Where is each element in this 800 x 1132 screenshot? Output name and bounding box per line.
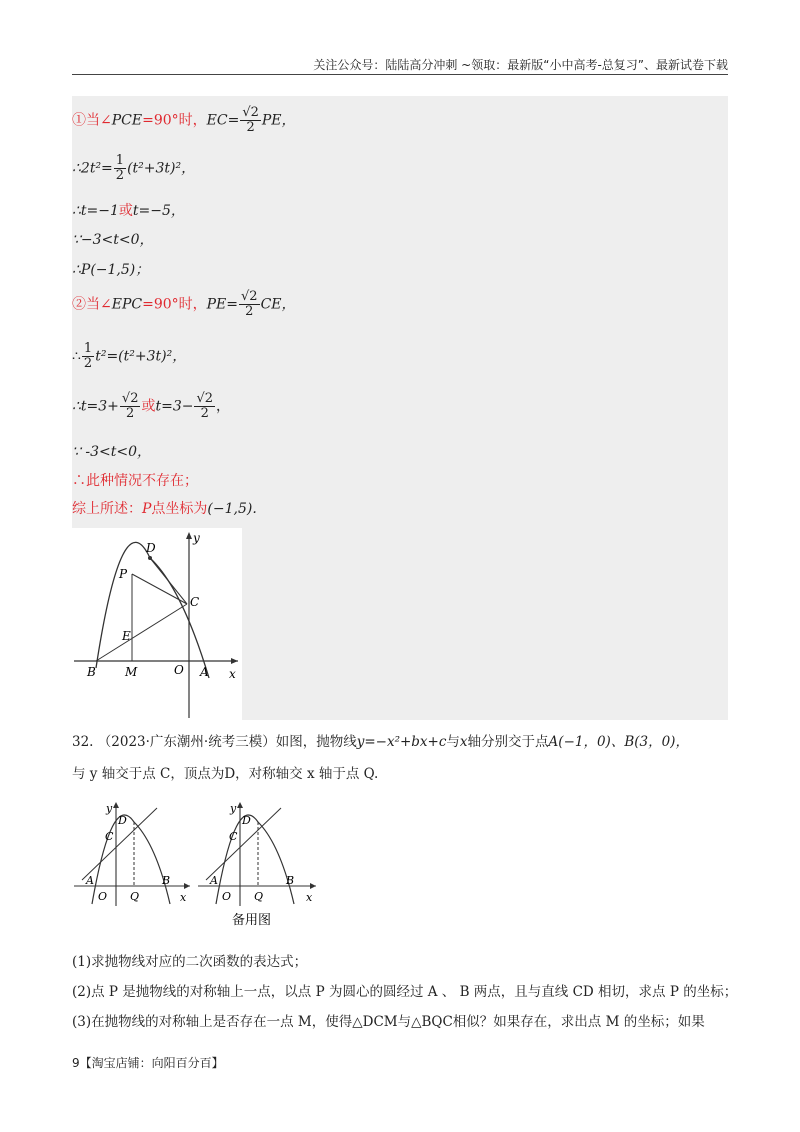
label-b: B <box>286 874 295 887</box>
label-o: O <box>222 890 232 903</box>
label-a: A <box>86 874 94 887</box>
solution-line-10: ∴此种情况不存在； <box>72 473 198 489</box>
y-axis-arrow <box>237 802 243 808</box>
x-axis-arrow <box>184 883 190 889</box>
solution-line-2: ∴2t²= $\frac{1}{2}$ (t²+3t)²， <box>72 153 196 183</box>
parabola-figure-1 <box>72 528 242 720</box>
fraction: $\frac{√2}{2}$ <box>121 391 139 421</box>
solution-line-9: ∵ -3<t<0， <box>72 444 151 460</box>
label-a: A <box>200 665 209 679</box>
fraction: $\frac{√2}{2}$ <box>196 391 214 421</box>
point-d <box>148 556 152 560</box>
solution-figure <box>72 528 242 720</box>
label-p: P <box>119 567 128 581</box>
figure-caption: 备用图 <box>232 913 272 928</box>
label-m: M <box>125 665 138 679</box>
parabola-curve <box>96 542 209 678</box>
label-x: x <box>306 891 313 904</box>
parabola-figure-2 <box>72 800 192 908</box>
question-3: (3)在抛物线的对称轴上是否存在一点 M，使得△DCM与△BQC相似？如果存在，求出点 M 的坐标；如果 <box>72 1014 705 1030</box>
y-axis-arrow <box>186 532 192 539</box>
line-pc <box>132 574 187 604</box>
label-c: C <box>229 830 238 843</box>
fraction: $\frac{1}{2}$ <box>83 341 93 371</box>
solution-line-11: 综上所述：P点坐标为(−1,5). <box>72 501 257 517</box>
solution-line-7: ∴ $\frac{1}{2}$ t²=(t²+3t)²， <box>72 341 187 371</box>
parabola-figure-3 <box>196 800 320 930</box>
label-c: C <box>190 595 200 609</box>
label-y: y <box>193 531 200 545</box>
label-x: x <box>180 891 187 904</box>
page-header: 关注公众号：陆陆高分冲刺 ~领取：最新版“小中高考-总复习”、最新试卷下载 <box>72 56 728 75</box>
label-q: Q <box>254 890 264 903</box>
label-b: B <box>162 874 171 887</box>
solution-line-3: ∴t=−1或t=−5， <box>72 203 185 219</box>
solution-line-6: ②当∠EPC=90°时，PE= $\frac{√2}{2}$ CE， <box>72 289 296 319</box>
label-o: O <box>174 663 184 677</box>
y-axis-arrow <box>113 802 119 808</box>
solution-line-5: ∴P(−1,5)； <box>72 262 150 278</box>
label-a: A <box>210 874 218 887</box>
label-x: x <box>229 667 236 681</box>
label-b: B <box>87 665 96 679</box>
label-e: E <box>122 629 131 643</box>
question-2: (2)点 P 是抛物线的对称轴上一点，以点 P 为圆心的圆经过 A 、 B 两点，且与直线 CD 相切，求点 P 的坐标； <box>72 984 738 1000</box>
x-axis-arrow <box>310 883 316 889</box>
fraction: $\frac{1}{2}$ <box>115 153 125 183</box>
label-o: O <box>98 890 108 903</box>
label-q: Q <box>130 890 140 903</box>
question-1: (1)求抛物线对应的二次函数的表达式； <box>72 954 308 970</box>
fraction: $\frac{√2}{2}$ <box>241 289 258 319</box>
label-c: C <box>105 830 114 843</box>
solution-line-4: ∵−3<t<0， <box>72 232 154 248</box>
label-d: D <box>146 541 156 555</box>
fraction: $\frac{√2}{2}$ <box>242 105 259 135</box>
solution-line-8: ∴t=3+ $\frac{√2}{2}$ 或t=3− $\frac{√2}{2}$ ， <box>72 391 231 421</box>
label-d: D <box>118 814 127 827</box>
x-axis-arrow <box>231 658 238 664</box>
label-d: D <box>242 814 251 827</box>
line-dc <box>150 558 187 604</box>
label-y: y <box>106 802 113 815</box>
page-footer: 9【淘宝店铺：向阳百分百】 <box>72 1056 224 1070</box>
line-bc <box>96 604 187 661</box>
problem-line-1: 32. （2023·广东潮州·统考三模）如图，抛物线y=−x²+bx+c与x轴分别交于点A(−1，0)、B(3，0)， <box>72 734 689 750</box>
problem-line-2: 与 y 轴交于点 C，顶点为D，对称轴交 x 轴于点 Q. <box>72 766 379 782</box>
solution-line-1: ①当∠PCE=90°时，EC= $\frac{√2}{2}$ PE， <box>72 105 296 135</box>
label-y: y <box>230 802 237 815</box>
